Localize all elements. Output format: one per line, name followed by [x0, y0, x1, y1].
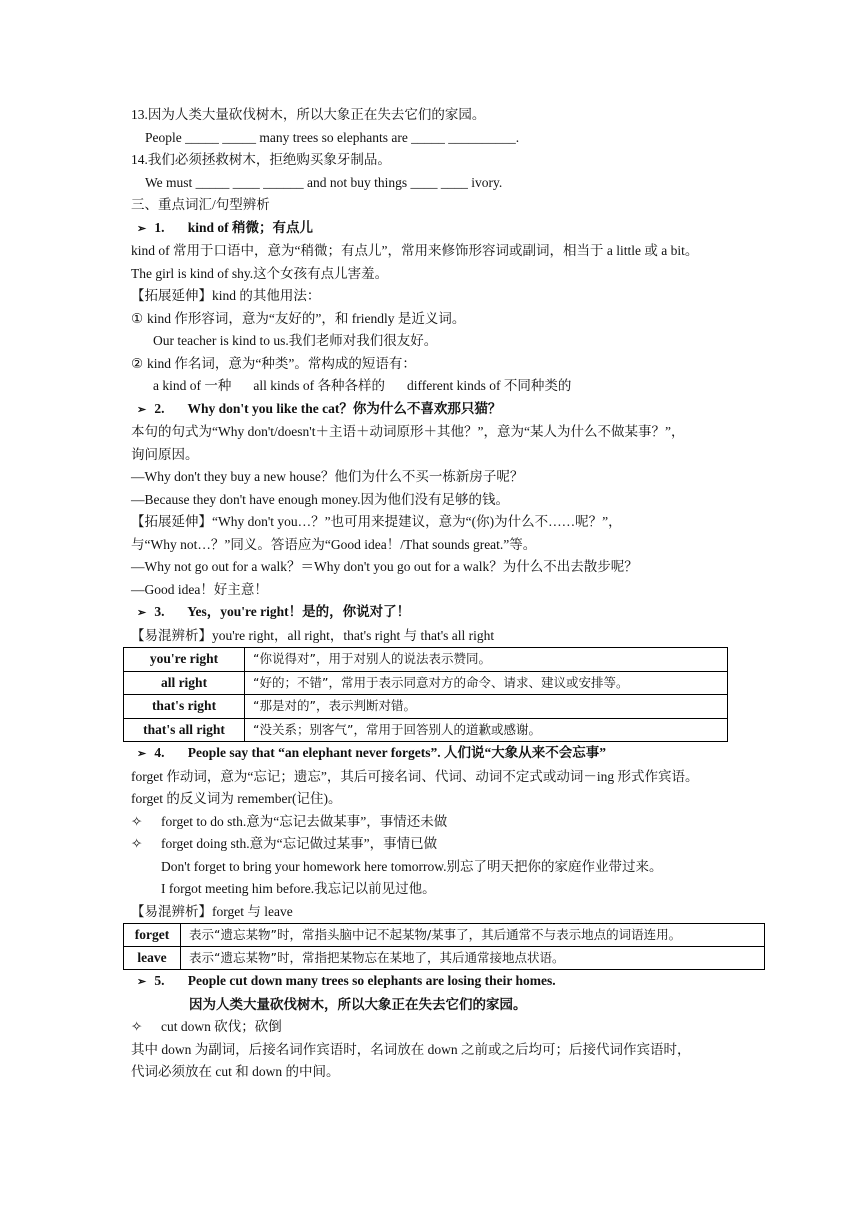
- usage-item: ① kind 作形容词，意为“友好的”，和 friendly 是近义词。: [131, 308, 751, 331]
- table-row: forget 表示“遗忘某物”时，常指头脑中记不起某物/某事了，其后通常不与表示地点的词语连用。: [124, 924, 765, 947]
- extension-label: 【拓展延伸】kind 的其他用法：: [131, 288, 321, 303]
- comparison-table-right: [123, 647, 728, 742]
- paragraph: 本句的句式为“Why don't/doesn't＋主语＋动词原形＋其他？”，意为“某人为什么不做某事？”，: [131, 424, 685, 439]
- comparison-label: 【易混辨析】you're right，all right，that's right 与 that's all right: [131, 627, 495, 643]
- paragraph: 其中 down 为副词，后接名词作宾语时，名词放在 down 之前或之后均可；后接代词作宾语时，: [131, 1041, 691, 1057]
- exercise-13-question: 13.因为人类大量砍伐树木，所以大象正在失去它们的家园。: [131, 107, 486, 122]
- usage-item: ✧ forget to do sth.意为“忘记去做某事”，事情还未做: [131, 811, 751, 834]
- usage-item: ✧ cut down 砍伐；砍倒: [131, 1016, 751, 1039]
- table-row: leave 表示“遗忘某物”时，常指把某物忘在某地了，其后通常接地点状语。: [124, 947, 765, 970]
- dialogue-line: —Why don't they buy a new house？他们为什么不买一栋新房子呢？: [131, 469, 524, 484]
- paragraph: kind of 常用于口语中，意为“稍微；有点儿”，常用来修饰形容词或副词，相当于 a little 或 a bit。: [131, 243, 699, 258]
- comparison-table-forget-leave: [123, 923, 765, 970]
- arrow-bullet-icon: ➢: [137, 976, 147, 988]
- phrase-list: a kind of 一种 all kinds of 各种各样的 different kinds of 不同种类的: [153, 378, 572, 393]
- table-row: you're right “你说得对”，用于对别人的说法表示赞同。: [124, 648, 728, 672]
- table-row: that's right “那是对的”，表示判断对错。: [124, 695, 728, 719]
- paragraph: forget 作动词，意为“忘记；遗忘”，其后可接名词、代词、动词不定式或动词－ing 形式作宾语。: [131, 768, 699, 784]
- paragraph: forget 的反义词为 remember(记住)。: [131, 791, 342, 806]
- comparison-label: 【易混辨析】forget 与 leave: [131, 903, 293, 919]
- circled-one-icon: ①: [131, 310, 144, 326]
- arrow-bullet-icon: ➢: [137, 403, 147, 416]
- example-sentence: I forgot meeting him before.我忘记以前见过他。: [161, 881, 436, 896]
- point-5-heading: ➢ 5. People cut down many trees so elephants are losing their homes.: [131, 970, 751, 994]
- usage-item: ✧ forget doing sth.意为“忘记做过某事”，事情已做: [131, 833, 751, 856]
- circled-two-icon: ②: [131, 355, 144, 371]
- document-body: [131, 104, 751, 1084]
- dialogue-line: —Good idea！好主意！: [131, 581, 268, 597]
- paragraph: 代词必须放在 cut 和 down 的中间。: [131, 1064, 340, 1079]
- point-4-heading: ➢ 4. People say that “an elephant never forgets”. 人们说“大象从来不会忘事”: [131, 742, 751, 766]
- section-heading: 三、重点词汇/句型辨析: [131, 197, 270, 212]
- example-sentence: The girl is kind of shy.这个女孩有点儿害羞。: [131, 265, 389, 281]
- example-sentence: Our teacher is kind to us.我们老师对我们很友好。: [153, 333, 438, 348]
- diamond-bullet-icon: ✧: [131, 1019, 143, 1034]
- usage-item: ② kind 作名词，意为“种类”。常构成的短语有：: [131, 353, 751, 376]
- diamond-bullet-icon: ✧: [131, 813, 143, 829]
- paragraph: 与“Why not…？”同义。答语应为“Good idea！/That sounds great.”等。: [131, 536, 537, 552]
- arrow-bullet-icon: ➢: [137, 607, 147, 619]
- exercise-14-question: 14.我们必须拯救树木，拒绝购买象牙制品。: [131, 152, 391, 167]
- example-sentence: Don't forget to bring your homework here tomorrow.别忘了明天把你的家庭作业带过来。: [161, 858, 663, 874]
- point-2-heading: ➢ 2. Why don't you like the cat？你为什么不喜欢那只猫？: [131, 398, 751, 422]
- table-row: all right “好的；不错”，常用于表示同意对方的命令、请求、建议或安排等。: [124, 671, 728, 695]
- arrow-bullet-icon: ➢: [137, 748, 147, 760]
- exercise-14-blank-sentence: We must _____ ____ ______ and not buy things ____ ____ ivory.: [145, 174, 503, 190]
- paragraph: 【拓展延伸】“Why don't you…？”也可用来提建议，意为“(你)为什么不……呢？”，: [131, 514, 622, 529]
- exercise-13-blank-sentence: People _____ _____ many trees so elephants are _____ __________.: [145, 129, 520, 145]
- dialogue-line: —Because they don't have enough money.因为他们没有足够的钱。: [131, 491, 509, 507]
- dialogue-line: —Why not go out for a walk？＝Why don't you go out for a walk？为什么不出去散步呢？: [131, 559, 638, 574]
- point-3-heading: ➢ 3. Yes，you're right！是的，你说对了！: [131, 601, 751, 625]
- paragraph: 询问原因。: [131, 446, 199, 462]
- point-1-heading: ➢ 1. kind of 稍微；有点儿: [131, 217, 751, 241]
- diamond-bullet-icon: ✧: [131, 836, 143, 851]
- point-5-translation: 因为人类大量砍伐树木，所以大象正在失去它们的家园。: [189, 996, 527, 1012]
- table-row: that's all right “没关系；别客气”，常用于回答别人的道歉或感谢。: [124, 718, 728, 742]
- arrow-bullet-icon: ➢: [137, 222, 147, 235]
